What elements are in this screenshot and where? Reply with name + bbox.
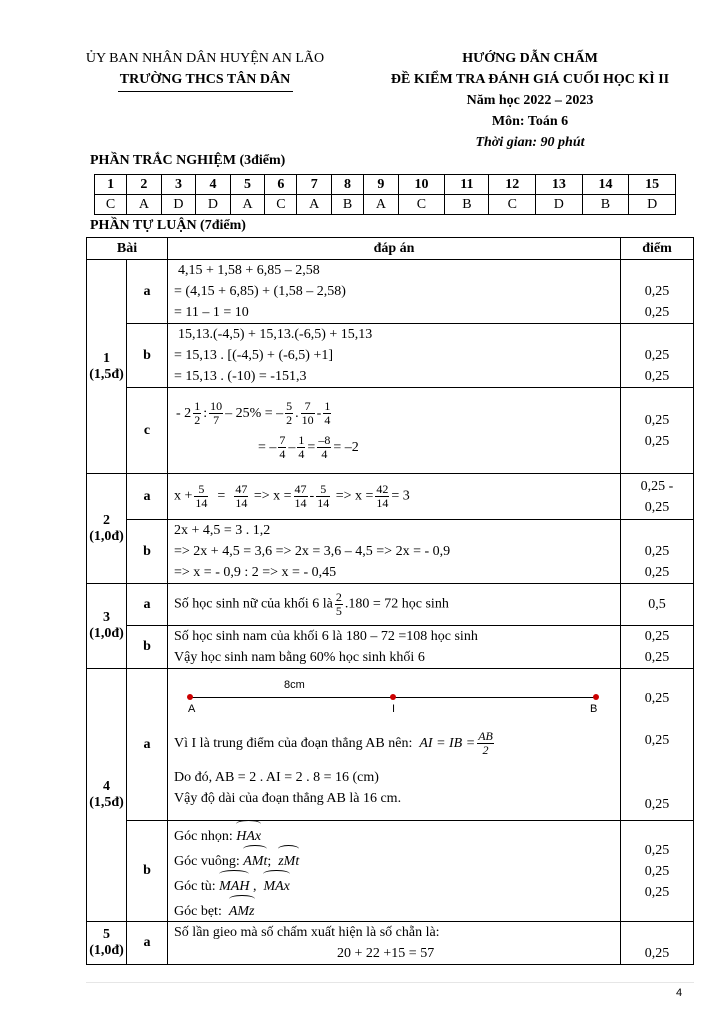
q4a-answer: 8cm A I B Vì I là trung điểm của đoạn thẳng AB nên: AI = IB = $\frac{AB}{2}$ Do đó, AB = 2 . AI = 2 . 8 = 16 (cm) Vậy độ dài của đoạn thẳng AB là 16 cm.	[168, 669, 621, 821]
q5a-score: 0,25	[621, 922, 694, 965]
mc-number-cell: 13	[536, 175, 583, 195]
subject: Môn: Toán 6	[491, 114, 569, 129]
q3a-score: 0,5	[621, 584, 694, 626]
col-bai: Bài	[87, 238, 168, 260]
q5a-part: a	[127, 922, 168, 965]
point-a	[187, 694, 193, 700]
mc-section-title: PHẦN TRẮC NGHIỆM (3điểm)	[90, 153, 286, 168]
mc-number-cell: 4	[196, 175, 231, 195]
point-b	[593, 694, 599, 700]
q1c-row	[87, 388, 694, 474]
q2a-answer: x + $\frac{5}{14}$ = $\frac{47}{14}$ => x = $\frac{47}{14}$ - $\frac{5}{14}$ => x = $\frac{42}{14}$ = 3	[168, 474, 621, 520]
point-i-label: I	[392, 703, 396, 715]
q4a-part: a	[127, 669, 168, 821]
q1c-score: 0,25 0,25	[621, 388, 694, 474]
school-name: TRƯỜNG THCS TÂN DÂN	[119, 72, 291, 87]
q1a-answer: 4,15 + 1,58 + 6,85 – 2,58 = (4,15 + 6,85) + (1,58 – 2,58) = 11 – 1 = 10	[168, 260, 621, 324]
q4b-score: 0,25 0,25 0,25	[621, 821, 694, 922]
mc-answer-row	[95, 195, 676, 215]
q1-label: 1 (1,5đ)	[87, 260, 127, 474]
mc-number-cell: 10	[398, 175, 445, 195]
mc-number-cell: 8	[331, 175, 363, 195]
header-left	[60, 48, 350, 90]
q2a-score: 0,25 - 0,25	[621, 474, 694, 520]
q3b-score: 0,25 0,25	[621, 626, 694, 669]
q2b-score: 0,25 0,25	[621, 520, 694, 584]
q4b-part: b	[127, 821, 168, 922]
segment-length-label: 8cm	[284, 679, 305, 691]
q5a-answer: Số lần gieo mà số chấm xuất hiện là số chẵn là: 20 + 22 +15 = 57	[168, 922, 621, 965]
mc-answer-cell: A	[230, 195, 265, 215]
q1c-answer: - 2 $\frac{1}{2}$ : $\frac{10}{7}$ – 25% = – $\frac{5}{2}$ . $\frac{7}{10}$ - $\frac{1}{4}$ = – $\frac{7}{4}$ – $\frac{1}{4}$ = $\frac{-8}{4}$ = –2	[168, 388, 621, 474]
mc-answer-cell: C	[489, 195, 536, 215]
q5-label: 5 (1,0đ)	[87, 922, 127, 965]
district-name: ỦY BAN NHÂN DÂN HUYỆN AN LÃO	[85, 51, 325, 66]
mc-answer-cell: A	[364, 195, 399, 215]
mc-number-cell: 1	[95, 175, 127, 195]
q1b-row	[87, 324, 694, 388]
mc-answer-cell: B	[582, 195, 629, 215]
page-number: 4	[676, 987, 683, 999]
mc-number-cell: 9	[364, 175, 399, 195]
q5a-row	[87, 922, 694, 965]
q4a-row	[87, 669, 694, 821]
mc-number-cell: 7	[297, 175, 332, 195]
q1c-part: c	[127, 388, 168, 474]
q3b-part: b	[127, 626, 168, 669]
q1a-part: a	[127, 260, 168, 324]
school-underline	[118, 91, 293, 92]
mc-number-row	[95, 175, 676, 195]
q4a-score: 0,25 0,25 0,25	[621, 669, 694, 821]
q2b-part: b	[127, 520, 168, 584]
q2a-row	[87, 474, 694, 520]
q3b-row	[87, 626, 694, 669]
q2b-answer: 2x + 4,5 = 3 . 1,2 => 2x + 4,5 = 3,6 => 2x = 3,6 – 4,5 => 2x = - 0,9 => x = - 0,9 : 2 => x = - 0,45	[168, 520, 621, 584]
q1b-score: 0,25 0,25	[621, 324, 694, 388]
col-answer: đáp án	[168, 238, 621, 260]
mc-answer-cell: B	[445, 195, 489, 215]
q3a-row	[87, 584, 694, 626]
mc-number-cell: 11	[445, 175, 489, 195]
mc-number-cell: 2	[127, 175, 162, 195]
mc-answer-cell: C	[95, 195, 127, 215]
q2b-row	[87, 520, 694, 584]
essay-header-row	[87, 238, 694, 260]
point-i	[390, 694, 396, 700]
duration: Thời gian: 90 phút	[475, 135, 585, 150]
q4b-row	[87, 821, 694, 922]
mc-answer-cell: D	[629, 195, 676, 215]
doc-title: HƯỚNG DẪN CHẤM	[462, 51, 598, 66]
doc-subtitle: ĐỀ KIỂM TRA ĐÁNH GIÁ CUỐI HỌC KÌ II	[390, 72, 670, 87]
mc-answer-cell: D	[161, 195, 196, 215]
q2-label: 2 (1,0đ)	[87, 474, 127, 584]
q4-label: 4 (1,5đ)	[87, 669, 127, 922]
mc-number-cell: 15	[629, 175, 676, 195]
mc-answer-cell: A	[127, 195, 162, 215]
mc-number-cell: 12	[489, 175, 536, 195]
mc-number-cell: 6	[265, 175, 297, 195]
header-right	[345, 48, 715, 153]
mc-answer-cell: C	[398, 195, 445, 215]
footer-divider	[86, 982, 694, 983]
school-year: Năm học 2022 – 2023	[466, 93, 594, 108]
q1a-row	[87, 260, 694, 324]
mc-answer-cell: D	[196, 195, 231, 215]
q3a-part: a	[127, 584, 168, 626]
point-b-label: B	[590, 703, 598, 715]
mc-answer-cell: C	[265, 195, 297, 215]
essay-table	[86, 237, 694, 965]
essay-section-title: PHẦN TỰ LUẬN (7điểm)	[90, 218, 246, 233]
q4b-answer: Góc nhọn: HAx Góc vuông: AMt; zMt Góc tù: MAH , MAx Góc bẹt: AMz	[168, 821, 621, 922]
col-score: điểm	[621, 238, 694, 260]
mc-answer-table	[94, 174, 676, 215]
q1a-score: 0,25 0,25	[621, 260, 694, 324]
q1b-answer: 15,13.(-4,5) + 15,13.(-6,5) + 15,13 = 15,13 . [(-4,5) + (-6,5) +1] = 15,13 . (-10) = -151,3	[168, 324, 621, 388]
mc-number-cell: 5	[230, 175, 265, 195]
mc-answer-cell: A	[297, 195, 332, 215]
mc-number-cell: 3	[161, 175, 196, 195]
mc-number-cell: 14	[582, 175, 629, 195]
q3-label: 3 (1,0đ)	[87, 584, 127, 669]
q3b-answer: Số học sinh nam của khối 6 là 180 – 72 =108 học sinh Vậy học sinh nam bằng 60% học sinh khối 6	[168, 626, 621, 669]
q1b-part: b	[127, 324, 168, 388]
q3a-answer: Số học sinh nữ của khối 6 là $\frac{2}{5}$ .180 = 72 học sinh	[168, 584, 621, 626]
q2a-part: a	[127, 474, 168, 520]
point-a-label: A	[188, 703, 196, 715]
mc-answer-cell: D	[536, 195, 583, 215]
segment-ab-figure	[174, 677, 620, 717]
mc-answer-cell: B	[331, 195, 363, 215]
